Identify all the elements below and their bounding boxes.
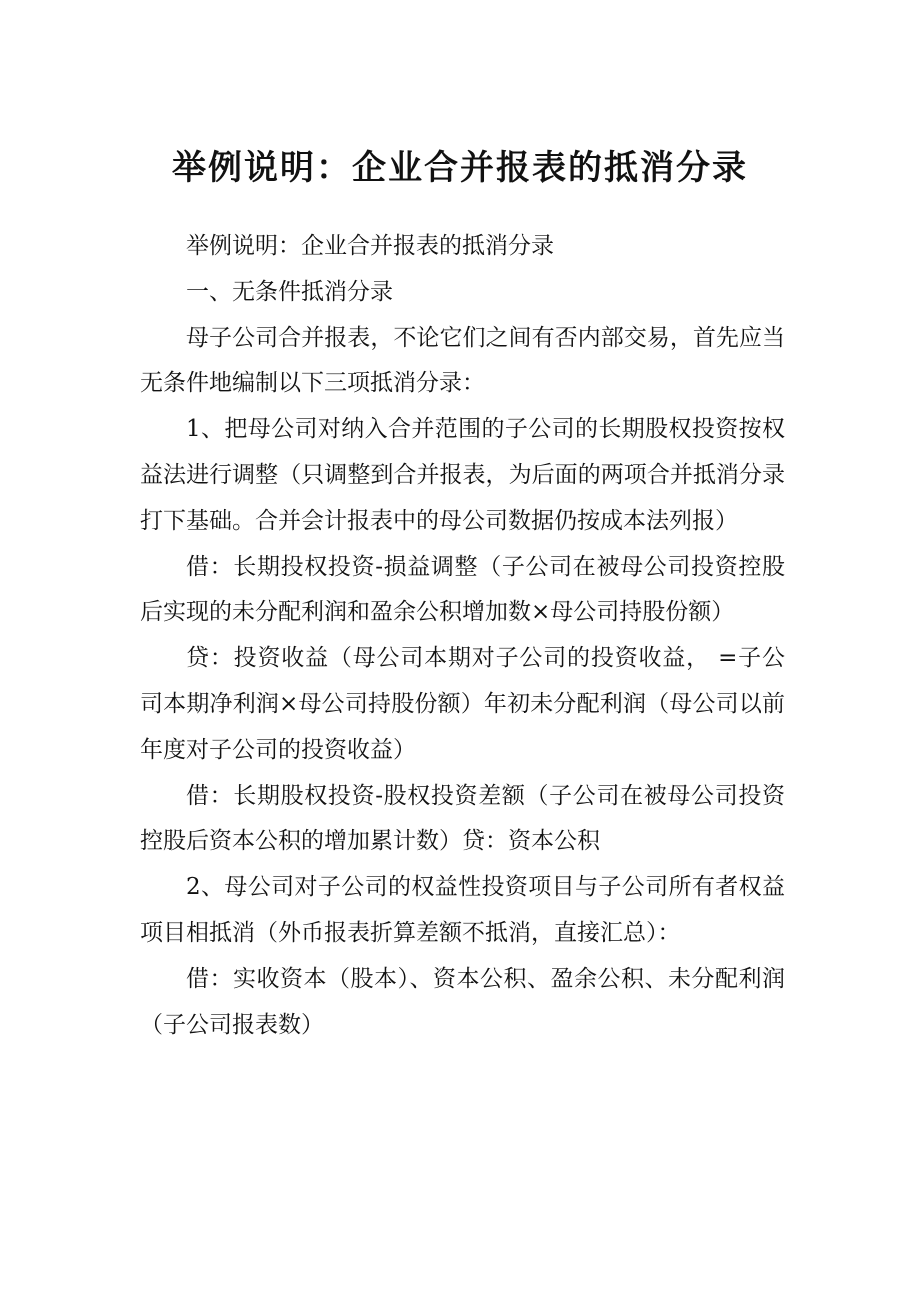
- paragraph-debit-entry-1: 借：长期投权投资-损益调整（子公司在被母公司投资控股后实现的未分配利润和盈余公积增加数×母公司持股份额）: [140, 553, 785, 626]
- paragraph-item-1: 1、把母公司对纳入合并范围的子公司的长期股权投资按权益法进行调整（只调整到合并报表，为后面的两项合并抵消分录打下基础。合并会计报表中的母公司数据仍按成本法列报）: [140, 416, 785, 534]
- paragraph-intro: 举例说明：企业合并报表的抵消分录: [186, 233, 554, 259]
- paragraph-item-2: 2、母公司对子公司的权益性投资项目与子公司所有者权益项目相抵消（外币报表折算差额不抵消，直接汇总）：: [140, 874, 785, 946]
- document-body: [140, 224, 785, 1048]
- document-title: 举例说明：企业合并报表的抵消分录: [172, 148, 748, 188]
- paragraph-overview: 母子公司合并报表，不论它们之间有否内部交易，首先应当无条件地编制以下三项抵消分录：: [140, 324, 785, 397]
- paragraph-section-heading: 一、无条件抵消分录: [186, 278, 393, 305]
- paragraph-debit-entry-3: 借：实收资本（股本）、资本公积、盈余公积、未分配利润（子公司报表数）: [140, 965, 785, 1038]
- paragraph-debit-entry-2: 借：长期股权投资-股权投资差额（子公司在被母公司投资控股后资本公积的增加累计数）贷：资本公积: [140, 782, 785, 855]
- paragraph-credit-entry-1: 贷：投资收益（母公司本期对子公司的投资收益， =子公司本期净利润×母公司持股份额）年初未分配利润（母公司以前年度对子公司的投资收益）: [140, 645, 785, 763]
